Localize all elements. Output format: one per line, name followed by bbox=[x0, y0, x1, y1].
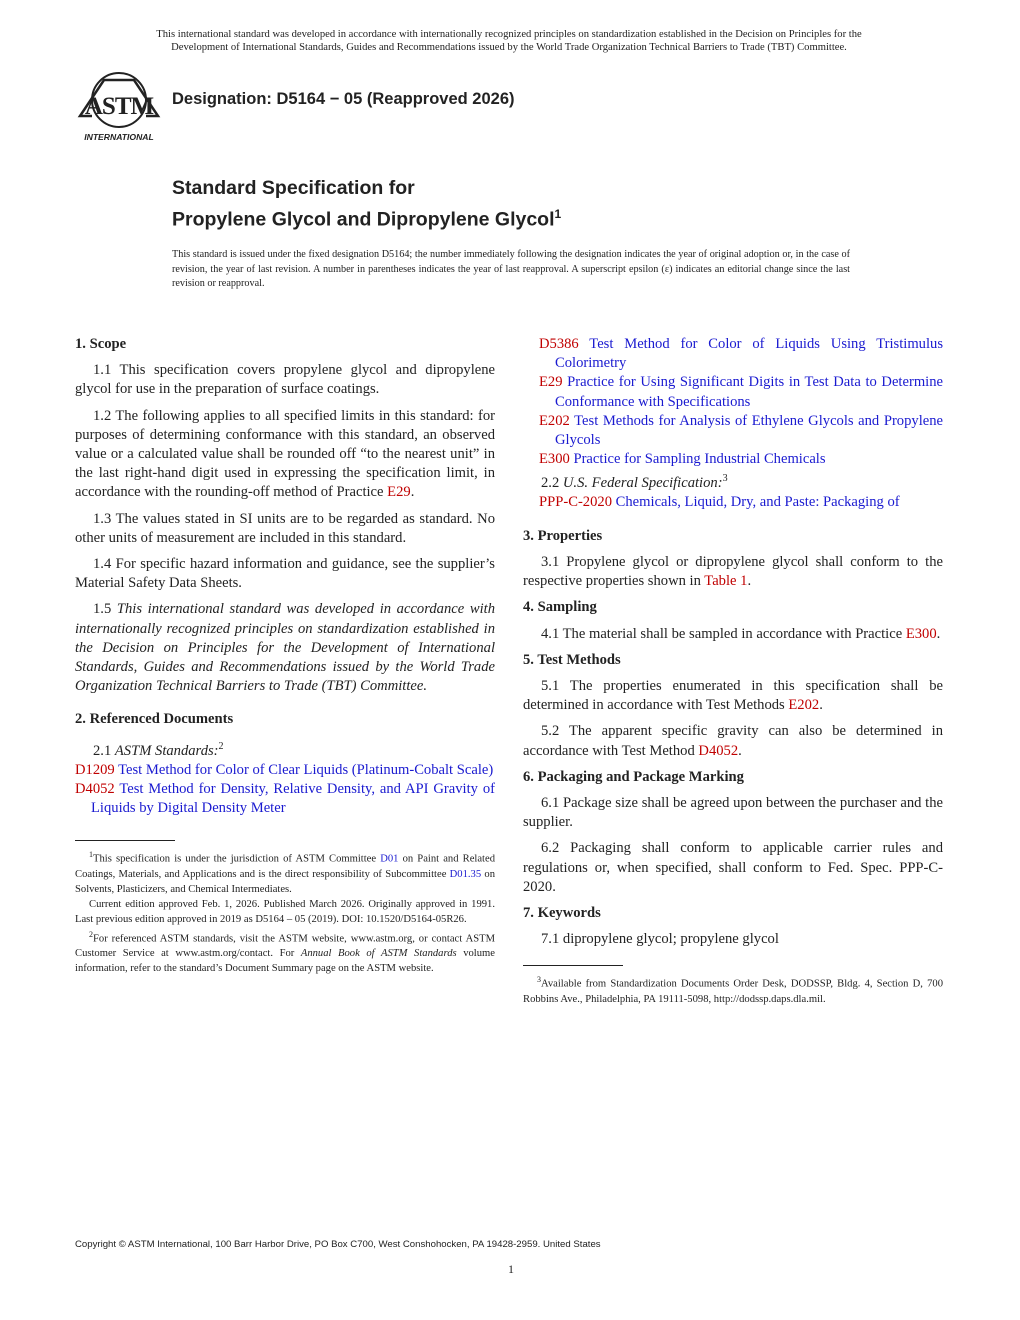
ref-item-e202[interactable] bbox=[539, 412, 943, 450]
footnote-1-text-a: This specification is under the jurisdiction of ASTM Committee bbox=[93, 853, 381, 865]
sampling-4-1-end: . bbox=[936, 625, 941, 642]
link-d01[interactable]: D01 bbox=[380, 853, 399, 865]
properties-3-1-text: 3.1 Propylene glycol or dipropylene glycol shall conform to the respective properties shown in bbox=[523, 553, 943, 590]
ref-code-d5386[interactable]: D5386 bbox=[539, 336, 579, 352]
ref-title-d1209[interactable]: Test Method for Color of Clear Liquids (Platinum-Cobalt Scale) bbox=[114, 761, 494, 778]
copyright: Copyright © ASTM International, 100 Barr Harbor Drive, PO Box C700, West Conshohocken, PA 19428-2959. United States bbox=[75, 1239, 601, 1250]
astm-standards-sup: 2 bbox=[218, 740, 224, 752]
section-heading-packaging: 6. Packaging and Package Marking bbox=[523, 768, 744, 785]
page-number: 1 bbox=[508, 1262, 514, 1276]
federal-spec-text: U.S. Federal Specification: bbox=[562, 475, 723, 492]
designation-intro: This standard is issued under the fixed designation D5164; the number immediately following the designation indicates the year of original adoption or, in the case of revision, the year of last revision. A number in parentheses indicates the year of last reapproval. A superscript epsilon (ε) indicates an editorial change since the last revision or reapproval. bbox=[172, 249, 850, 289]
title-line-2-text: Propylene Glycol and Dipropylene Glycol bbox=[172, 208, 555, 231]
footnote-2 bbox=[75, 927, 495, 977]
sampling-4-1 bbox=[523, 625, 943, 644]
footnote-1-edition: Current edition approved Feb. 1, 2026. Published March 2026. Originally approved in 1991. Last previous edition approved in 2019 as D5164 – 05 (2019). DOI: 10.1520/D5164-05R26. bbox=[75, 898, 495, 925]
scope-1-2-end: . bbox=[410, 484, 415, 501]
ref-item-d1209[interactable] bbox=[75, 761, 495, 780]
ref-code-ppp-c-2020[interactable]: PPP-C-2020 bbox=[539, 494, 612, 511]
scope-1-2-text: 1.2 The following applies to all specified limits in this standard: for purposes of determining conformance with this standard, an observed value or a calculated value shall be rounded off “to the nearest unit” in the last right-hand digit used in expressing the specification limit, in accordance with the rounding-off method of Practice bbox=[75, 407, 495, 501]
link-d4052[interactable]: D4052 bbox=[698, 742, 739, 759]
logo-text: ASTM bbox=[84, 93, 154, 120]
footnote-2-mark: 2 bbox=[89, 929, 93, 939]
title-line-1: Standard Specification for bbox=[172, 177, 415, 199]
footnote-1-text-c: on Solvents, Plasticizers, and Chemical Intermediates. bbox=[75, 868, 495, 895]
title-line-2 bbox=[172, 201, 561, 233]
astm-logo bbox=[74, 72, 164, 144]
ref-code-e29[interactable]: E29 bbox=[539, 374, 563, 391]
keywords-7-1: 7.1 dipropylene glycol; propylene glycol bbox=[541, 931, 779, 948]
top-notice bbox=[75, 28, 943, 54]
ref-title-e202[interactable]: Test Methods for Analysis of Ethylene Glycols and Propylene Glycols bbox=[555, 412, 943, 449]
astm-logo-icon bbox=[74, 72, 164, 144]
scope-1-5-text: This international standard was developed in accordance with internationally recognized principles on standardization established in the Decision on Principles for the Development of International Standards, Guides and Recommendations issued by the World Trade Organization Technical Barriers to Trade (TBT) Committee. bbox=[75, 601, 496, 695]
notice-line-1: This international standard was developed in accordance with internationally recognized principles on standardization established in the Decision on Principles for the bbox=[156, 29, 862, 40]
astm-standards-label bbox=[75, 737, 495, 761]
testmethods-5-2-text: 5.2 The apparent specific gravity can also be determined in accordance with Test Method bbox=[523, 723, 943, 759]
ref-code-d1209[interactable]: D1209 bbox=[75, 761, 115, 778]
testmethods-5-2 bbox=[523, 722, 943, 760]
scope-1-5 bbox=[75, 600, 495, 696]
footnote-3 bbox=[523, 972, 943, 1007]
testmethods-5-2-end: . bbox=[738, 742, 742, 759]
footnote-1-mark: 1 bbox=[89, 850, 93, 860]
footnotes-right bbox=[523, 972, 943, 1007]
document-title bbox=[172, 175, 561, 233]
federal-spec-label bbox=[523, 469, 943, 493]
footnote-rule-right bbox=[523, 965, 623, 966]
left-column bbox=[75, 335, 495, 976]
footnote-2-italic: Annual Book of ASTM Standards bbox=[300, 948, 457, 960]
properties-3-1 bbox=[523, 553, 943, 591]
link-table-1[interactable]: Table 1 bbox=[704, 573, 748, 590]
testmethods-5-1-end: . bbox=[819, 697, 823, 714]
ref-title-d4052[interactable]: Test Method for Density, Relative Density, and API Gravity of Liquids by Digital Density Meter bbox=[91, 780, 495, 817]
scope-1-2 bbox=[75, 407, 495, 503]
ref-code-e202[interactable]: E202 bbox=[539, 412, 570, 429]
federal-spec-sup: 3 bbox=[722, 473, 728, 485]
link-d01-35[interactable]: D01.35 bbox=[449, 868, 482, 880]
link-e202[interactable]: E202 bbox=[788, 697, 820, 714]
ref-item-ppp-c-2020[interactable] bbox=[539, 493, 943, 512]
footnote-1-text-b: on Paint and Related Coatings, Materials, and Applications and is the direct responsibility of Subcommittee bbox=[75, 853, 495, 880]
section-heading-sampling: 4. Sampling bbox=[523, 599, 597, 616]
section-heading-keywords: 7. Keywords bbox=[523, 904, 601, 921]
packaging-6-2: 6.2 Packaging shall conform to applicable carrier rules and regulations or, when specified, shall conform to Fed. Spec. PPP-C-2020. bbox=[523, 840, 943, 895]
ref-title-e29[interactable]: Practice for Using Significant Digits in Test Data to Determine Conformance with Specifications bbox=[555, 374, 943, 410]
footnotes-left bbox=[75, 847, 495, 976]
properties-3-1-end: . bbox=[747, 573, 752, 590]
footnote-3-text: Available from Standardization Documents Order Desk, DODSSP, Bldg. 4, Section D, 700 Robbins Ave., Philadelphia, PA 19111-5098, http://dodssp.daps.dla.mil. bbox=[523, 978, 943, 1005]
link-e300[interactable]: E300 bbox=[905, 625, 937, 642]
ref-title-d5386[interactable]: Test Method for Color of Liquids Using Tristimulus Colorimetry bbox=[555, 336, 943, 372]
section-heading-referenced-documents: 2. Referenced Documents bbox=[75, 711, 234, 728]
footnote-2-text-a: For referenced ASTM standards, visit the ASTM website, www.astm.org, or contact ASTM Customer Service at www.astm.org/contact. For bbox=[75, 933, 495, 960]
ref-code-e300[interactable]: E300 bbox=[539, 451, 570, 468]
ref-item-d4052[interactable] bbox=[75, 780, 495, 818]
scope-1-1: 1.1 This specification covers propylene glycol and dipropylene glycol for use in the preparation of surface coatings. bbox=[75, 362, 495, 398]
scope-1-5-num: 1.5 bbox=[93, 601, 117, 618]
scope-1-4: 1.4 For specific hazard information and guidance, see the supplier’s Material Safety Data Sheets. bbox=[75, 556, 495, 592]
ref-item-d5386[interactable] bbox=[539, 335, 943, 373]
logo-subtext: INTERNATIONAL bbox=[84, 132, 154, 142]
packaging-6-1: 6.1 Package size shall be agreed upon between the purchaser and the supplier. bbox=[523, 794, 943, 831]
title-footnote-mark: 1 bbox=[554, 207, 562, 221]
footnote-1 bbox=[75, 847, 495, 897]
link-e29[interactable]: E29 bbox=[387, 484, 411, 501]
testmethods-5-1 bbox=[523, 677, 943, 715]
footnote-2-text-b: volume information, refer to the standard’s Document Summary page on the ASTM website. bbox=[75, 948, 495, 975]
designation: Designation: D5164 − 05 (Reapproved 2026) bbox=[172, 90, 515, 108]
section-heading-scope: 1. Scope bbox=[75, 336, 127, 352]
section-heading-test-methods: 5. Test Methods bbox=[523, 651, 621, 668]
ref-item-e29[interactable] bbox=[539, 373, 943, 411]
ref-title-ppp-c-2020[interactable]: Chemicals, Liquid, Dry, and Paste: Packaging of bbox=[612, 494, 900, 511]
federal-spec-num: 2.2 bbox=[541, 475, 563, 492]
scope-1-3: 1.3 The values stated in SI units are to be regarded as standard. No other units of measurement are included in this standard. bbox=[75, 510, 495, 546]
footnote-3-mark: 3 bbox=[537, 975, 541, 985]
astm-standards-num: 2.1 bbox=[93, 742, 115, 759]
footnote-rule-left bbox=[75, 840, 175, 841]
section-heading-properties: 3. Properties bbox=[523, 527, 603, 544]
testmethods-5-1-text: 5.1 The properties enumerated in this specification shall be determined in accordance with Test Methods bbox=[523, 677, 943, 714]
sampling-4-1-text: 4.1 The material shall be sampled in accordance with Practice bbox=[541, 625, 906, 642]
ref-title-e300[interactable]: Practice for Sampling Industrial Chemicals bbox=[569, 451, 826, 468]
astm-standards-text: ASTM Standards: bbox=[114, 742, 219, 759]
ref-item-e300[interactable] bbox=[539, 450, 943, 469]
ref-code-d4052[interactable]: D4052 bbox=[75, 780, 115, 797]
right-column bbox=[523, 335, 943, 1007]
notice-line-2: Development of International Standards, Guides and Recommendations issued by the World Trade Organization Technical Barriers to Trade (TBT) Committee. bbox=[171, 42, 847, 53]
